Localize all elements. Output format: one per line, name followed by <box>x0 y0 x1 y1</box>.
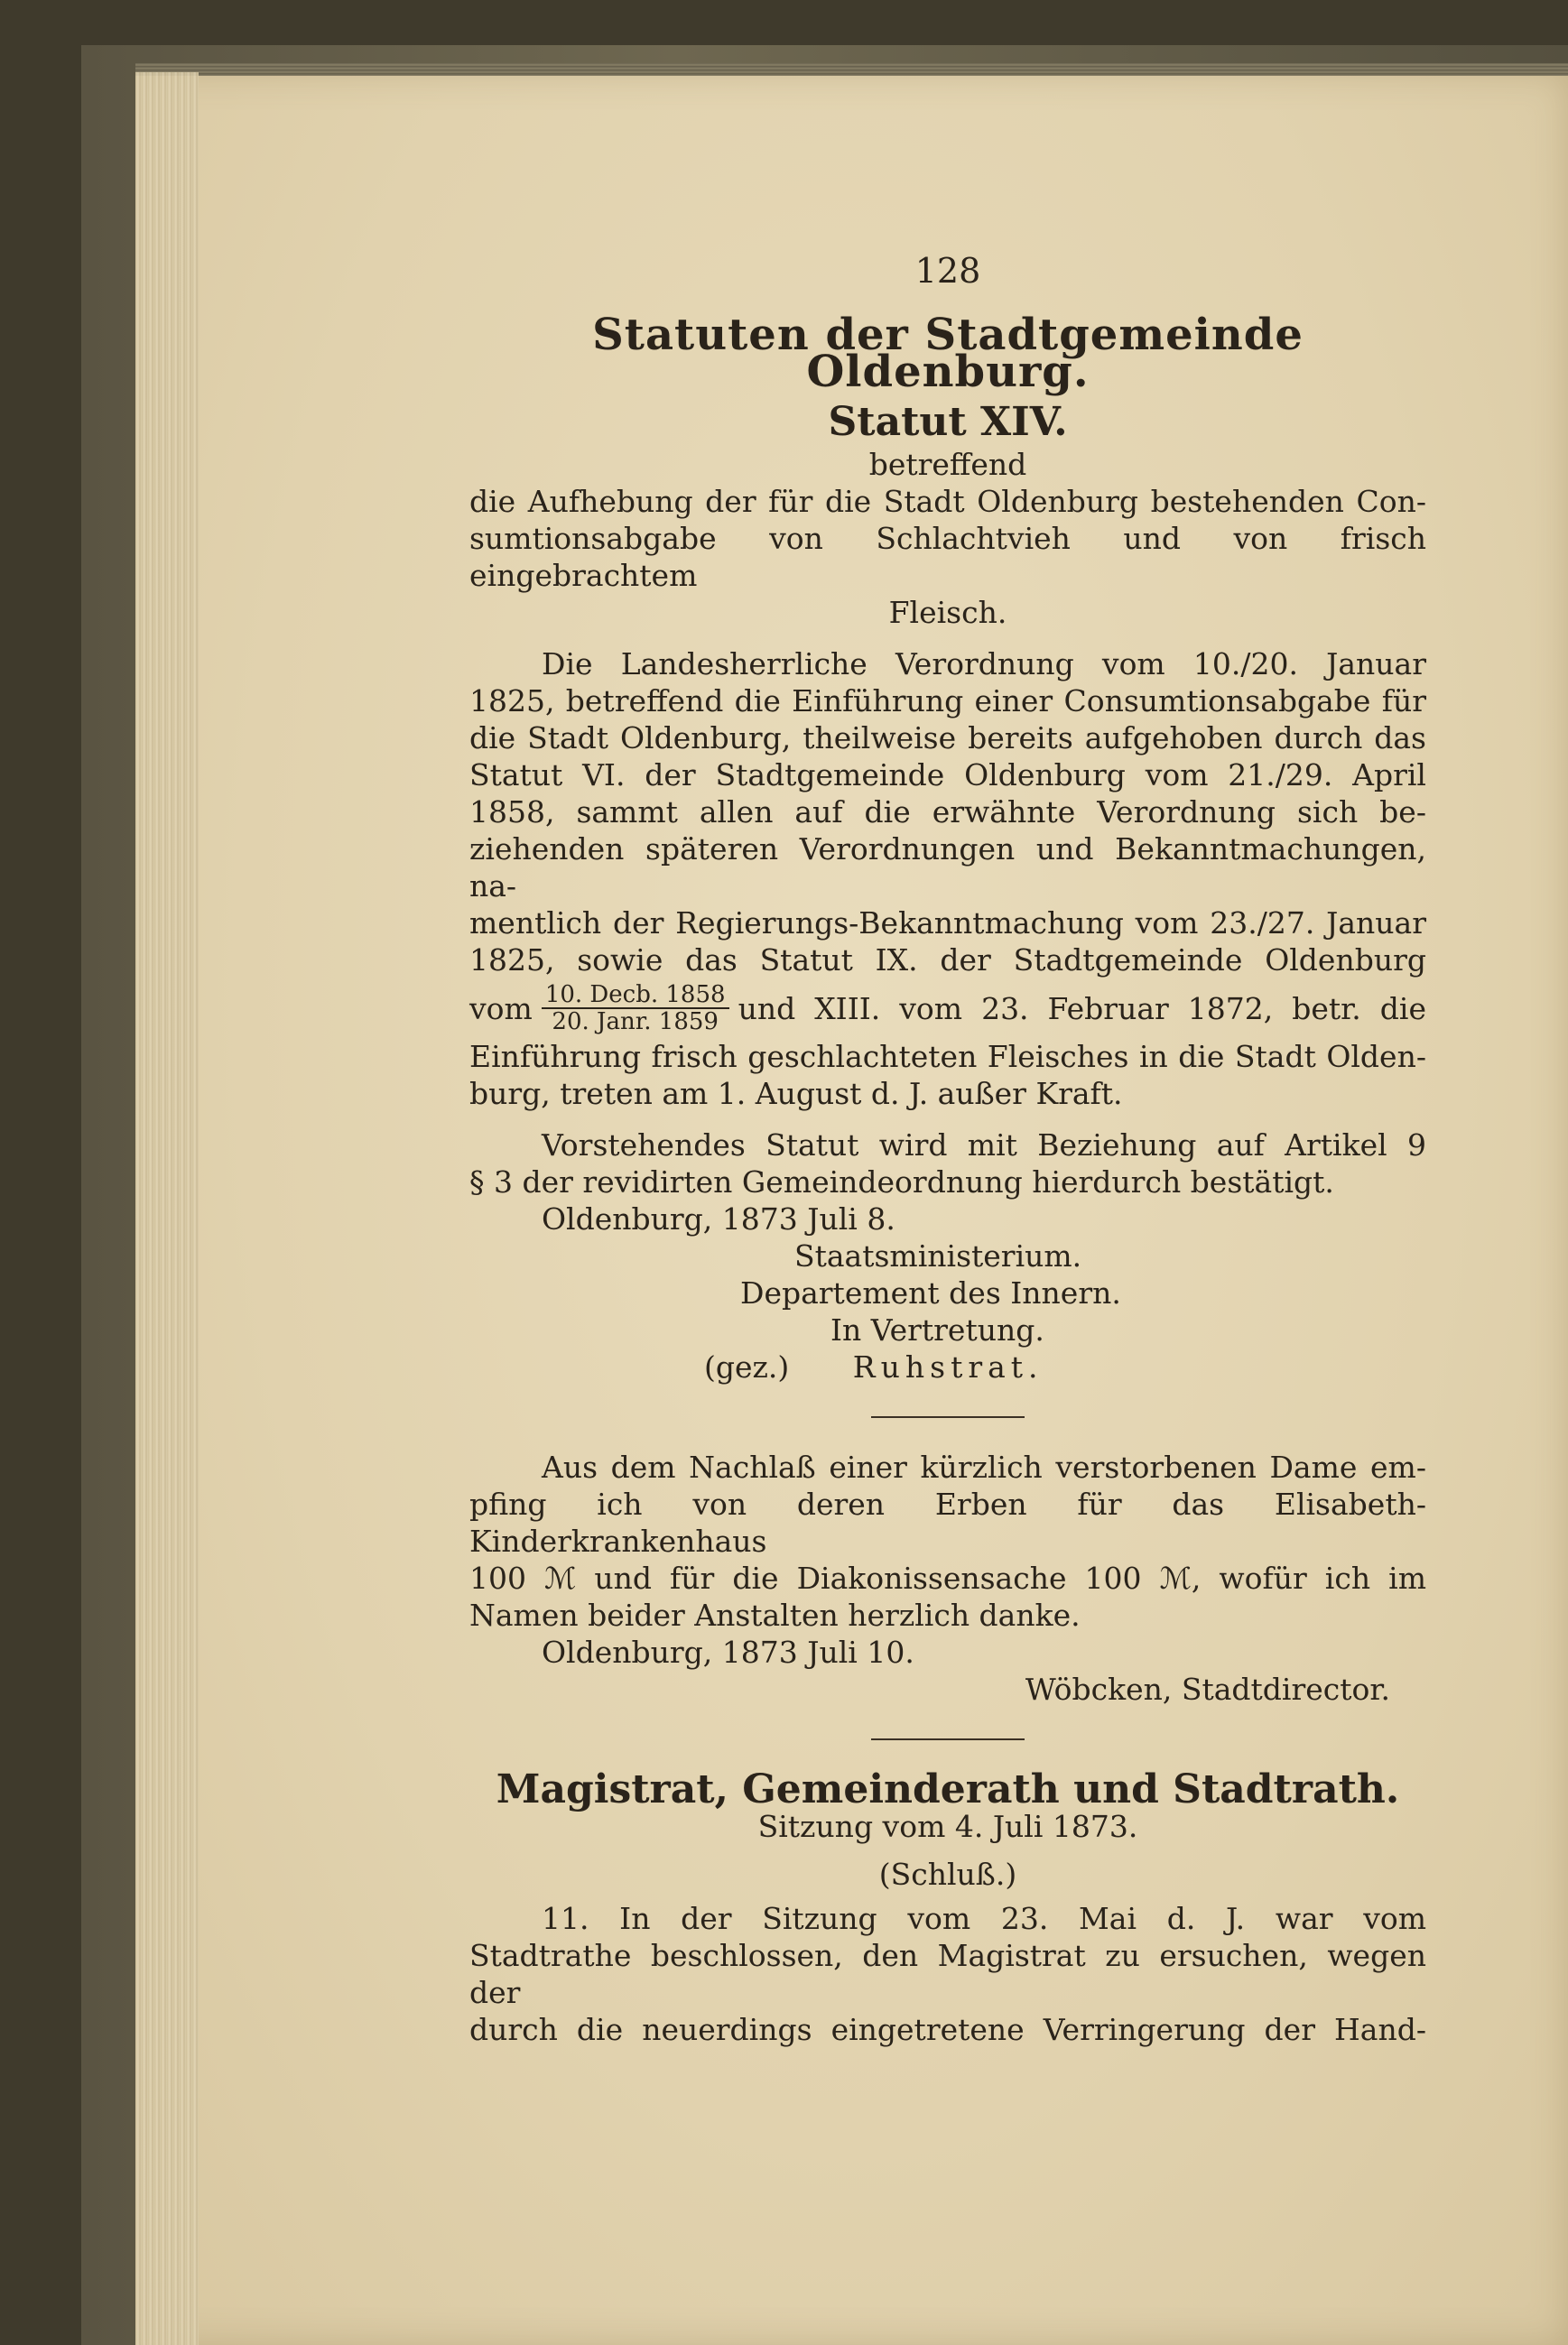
session-subtitle: Sitzung vom 4. Juli 1873. <box>757 1809 1138 1844</box>
statute-subject-line: sumtionsabgabe von Schlachtvieh und von frisch eingebrachtem <box>469 521 1426 593</box>
body-line: 1825, betreffend die Einführung einer Consumtionsabgabe für <box>469 683 1426 718</box>
date-fraction <box>542 982 729 1034</box>
body-line: die Stadt Oldenburg, theilweise bereits aufgehoben durch das <box>469 720 1426 755</box>
body-line: ziehenden späteren Verordnungen und Bekanntmachungen, na- <box>469 831 1426 904</box>
body-line-fraction <box>469 982 1426 1034</box>
session-line: 11. In der Sitzung vom 23. Mai d. J. war vom <box>542 1901 1426 1936</box>
signed-name: Ruhstrat. <box>852 1349 1044 1385</box>
ministry: Staatsministerium. <box>794 1238 1082 1274</box>
page-content <box>469 253 1426 2048</box>
body-line: 1825, sowie das Statut IX. der Stadtgemeinde Oldenburg <box>469 942 1426 978</box>
session-title: Magistrat, Gemeinderath und Stadtrath. <box>496 1766 1400 1812</box>
place-date: Oldenburg, 1873 Juli 8. <box>542 1201 895 1237</box>
page-top-edge <box>135 63 1568 76</box>
fraction-denominator: 20. Janr. 1859 <box>552 1008 719 1035</box>
page-title: Statuten der Stadtgemeinde Oldenburg. <box>592 310 1304 397</box>
notice-signature: Wöbcken, Stadtdirector. <box>1025 1672 1390 1707</box>
body-line: 1858, sammt allen auf die erwähnte Verordnung sich be- <box>469 794 1426 830</box>
fraction-suffix: und XIII. vom 23. Februar 1872, betr. die <box>738 990 1426 1026</box>
notice-line: 100 ℳ und für die Diakonissensache 100 ℳ, wofür ich im <box>469 1561 1426 1596</box>
signed-prefix: (gez.) <box>704 1349 790 1385</box>
confirmation <box>469 1126 1426 1386</box>
signature-line <box>469 1349 1426 1386</box>
page-number: 128 <box>914 251 981 291</box>
session-line: durch die neuerdings eingetretene Verringerung der Hand- <box>469 2012 1426 2047</box>
notice <box>469 1449 1426 1708</box>
divider <box>871 1738 1025 1740</box>
statute-subject-line: Fleisch. <box>888 595 1007 630</box>
body-line: mentlich der Regierungs-Bekanntmachung vom 23./27. Januar <box>469 905 1426 941</box>
notice-line: pfing ich von deren Erben für das Elisabeth-Kinderkrankenhaus <box>469 1487 1426 1559</box>
confirm-line: Vorstehendes Statut wird mit Beziehung auf Artikel 9 <box>542 1127 1426 1163</box>
fraction-numerator: 10. Decb. 1858 <box>542 982 729 1009</box>
notice-line: Aus dem Nachlaß einer kürzlich verstorbenen Dame em- <box>542 1450 1426 1485</box>
statute-heading: Statut XIV. <box>828 399 1068 445</box>
session-note: (Schluß.) <box>878 1857 1017 1892</box>
notice-line: Namen beider Anstalten herzlich danke. <box>469 1598 1081 1633</box>
body-line: Die Landesherrliche Verordnung vom 10./20. Januar <box>542 646 1426 681</box>
fraction-prefix: vom <box>469 990 533 1026</box>
confirm-line: § 3 der revidirten Gemeindeordnung hierdurch bestätigt. <box>469 1164 1334 1200</box>
session <box>469 1766 1426 2048</box>
statute-body <box>469 645 1426 1112</box>
body-line: Statut VI. der Stadtgemeinde Oldenburg vom 21./29. April <box>469 757 1426 792</box>
session-line: Stadtrathe beschlossen, den Magistrat zu ersuchen, wegen der <box>469 1938 1426 2010</box>
representation: In Vertretung. <box>830 1312 1044 1348</box>
statute-subject-line: die Aufhebung der für die Stadt Oldenburg bestehenden Con- <box>469 484 1426 519</box>
notice-place-date: Oldenburg, 1873 Juli 10. <box>542 1635 914 1670</box>
statute-subheading: betreffend <box>868 447 1027 482</box>
page-stack-edges <box>135 72 199 2345</box>
department: Departement des Innern. <box>740 1275 1121 1311</box>
divider <box>871 1416 1025 1418</box>
body-line: burg, treten am 1. August d. J. außer Kraft. <box>469 1076 1123 1111</box>
body-line: Einführung frisch geschlachteten Fleisches in die Stadt Olden- <box>469 1039 1426 1074</box>
